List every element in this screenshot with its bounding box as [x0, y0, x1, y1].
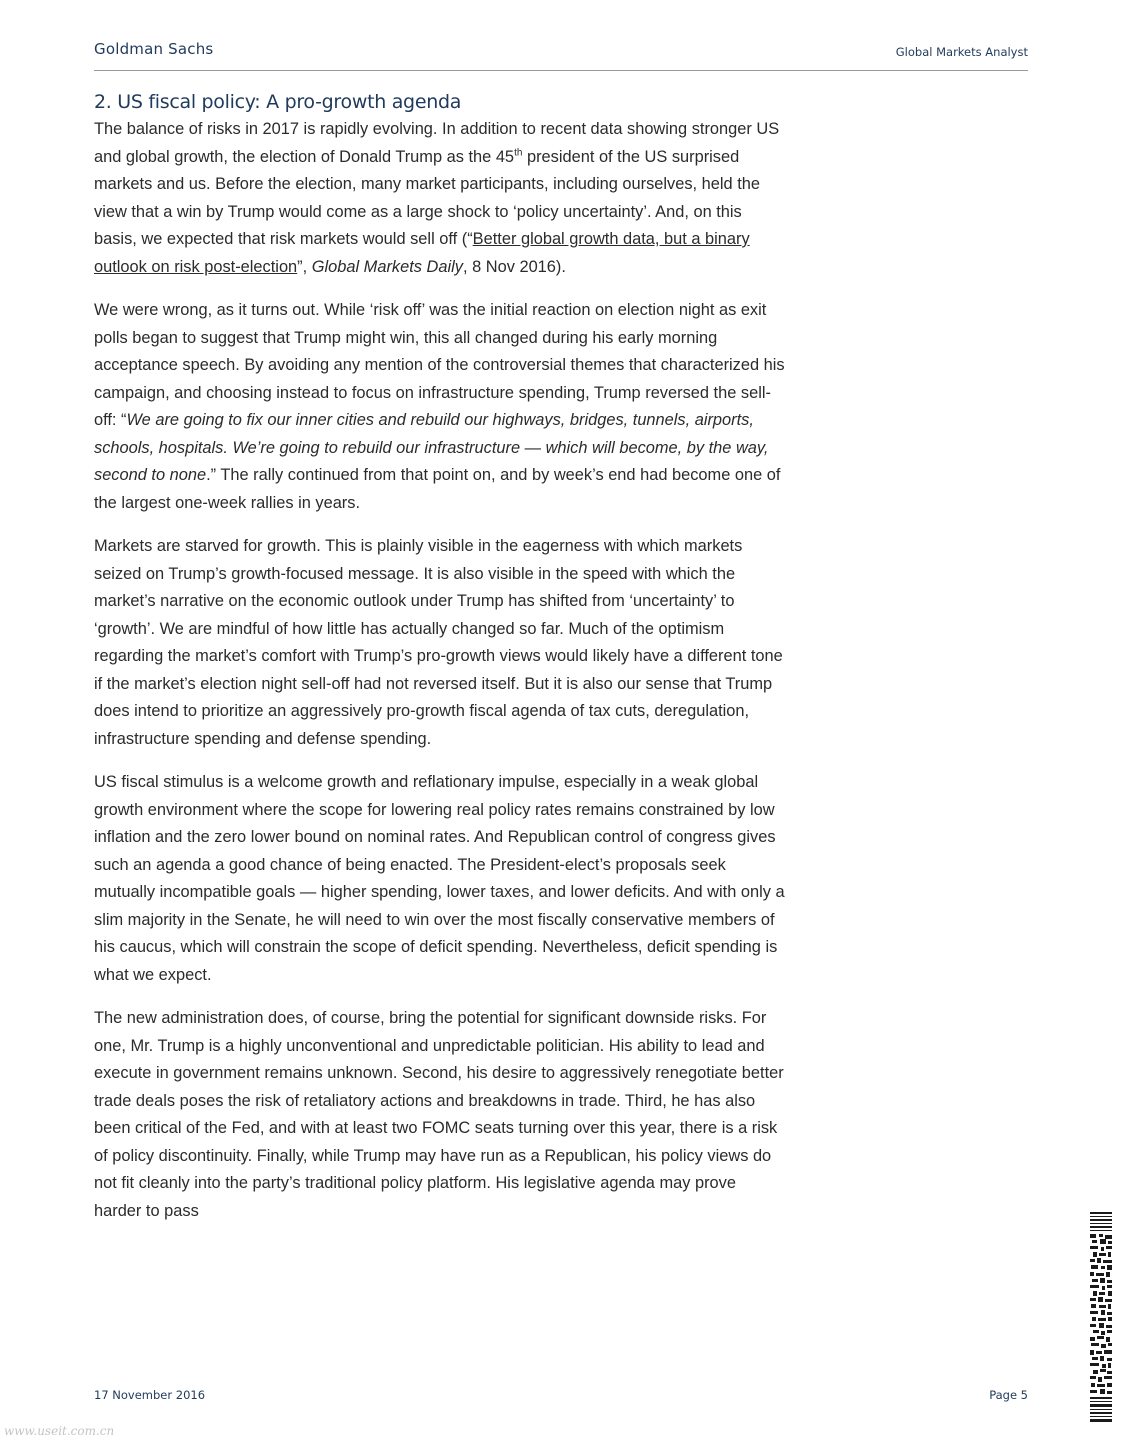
brand-logo-text: Goldman Sachs [94, 40, 214, 58]
publication-title: Global Markets Analyst [895, 45, 1028, 59]
document-barcode-icon [1090, 1212, 1112, 1424]
p1-text-b: president of the US surprised markets and us. Before the election, many market participants, including ourselves, held the view that a win by Trump would come as a large shock to ‘policy uncertainty’. And, on this basis, we expected that risk markets would sell off (“ [94, 147, 760, 248]
ordinal-suffix: th [514, 147, 523, 159]
watermark-text: www.useit.com.cn [4, 1424, 115, 1438]
paragraph-1 [94, 116, 786, 281]
page-number: Page 5 [989, 1388, 1028, 1402]
section-title: 2. US fiscal policy: A pro-growth agenda [94, 91, 462, 113]
p1-text-c: ”, [297, 257, 312, 276]
paragraph-4: US fiscal stimulus is a welcome growth and reflationary impulse, especially in a weak global growth environment where the scope for lowering real policy rates remains constrained by low inflation and the zero lower bound on nominal rates. And Republican control of congress gives such an agenda a good chance of being enacted. The President-elect’s proposals seek mutually incompatible goals — higher spending, lower taxes, and lower deficits. And with only a slim majority in the Senate, he will need to win over the most fiscally conservative members of his caucus, which will constrain the scope of deficit spending. Nevertheless, deficit spending is what we expect. [94, 773, 785, 984]
source-publication: Global Markets Daily [311, 257, 463, 276]
speech-quote: We are going to fix our inner cities and rebuild our highways, bridges, tunnels, airports, schools, hospitals. We’re going to rebuild our infrastructure — which will become, by the way, second to none [94, 411, 769, 484]
paragraph-2 [94, 297, 786, 517]
p1-text-d: , 8 Nov 2016). [462, 257, 566, 276]
p1-text-a: The balance of risks in 2017 is rapidly evolving. In addition to recent data showing stronger US and global growth, the election of Donald Trump as the 45 [94, 120, 780, 166]
article-body [94, 88, 786, 1241]
p2-text-a: We were wrong, as it turns out. While ‘risk off’ was the initial reaction on election night as exit polls began to suggest that Trump might win, this all changed during his early morning acceptance speech. By avoiding any mention of the controversial themes that characterized his campaign, and choosing instead to focus on infrastructure spending, Trump reversed the sell-off: “ [94, 301, 785, 429]
p2-text-b: .” The rally continued from that point on, and by week’s end had become one of the largest one-week rallies in years. [94, 466, 781, 512]
paragraph-5: The new administration does, of course, bring the potential for significant downside risks. For one, Mr. Trump is a highly unconventional and unpredictable politician. His ability to lead and execute in government remains unknown. Second, his desire to aggressively renegotiate better trade deals poses the risk of retaliatory actions and breakdowns in trade. Third, he has also been critical of the Fed, and with at least two FOMC seats turning over this year, there is a risk of policy discontinuity. Finally, while Trump may have run as a Republican, his policy views do not fit cleanly into the party’s traditional policy platform. His legislative agenda may prove harder to pass [94, 1009, 784, 1220]
paragraph-3: Markets are starved for growth. This is plainly visible in the eagerness with which markets seized on Trump’s growth-focused message. It is also visible in the speed with which the market’s narrative on the economic outlook under Trump has shifted from ‘uncertainty’ to ‘growth’. We are mindful of how little has actually changed so far. Much of the optimism regarding the market’s comfort with Trump’s pro-growth views would likely have a different tone if the market’s election night sell-off had not reversed itself. But it is also our sense that Trump does intend to prioritize an aggressively pro-growth fiscal agenda of tax cuts, deregulation, infrastructure spending and defense spending. [94, 537, 783, 748]
footer-date: 17 November 2016 [94, 1388, 206, 1402]
page-header [94, 38, 1028, 71]
report-link[interactable]: Better global growth data, but a binary outlook on risk post-election [94, 230, 750, 276]
